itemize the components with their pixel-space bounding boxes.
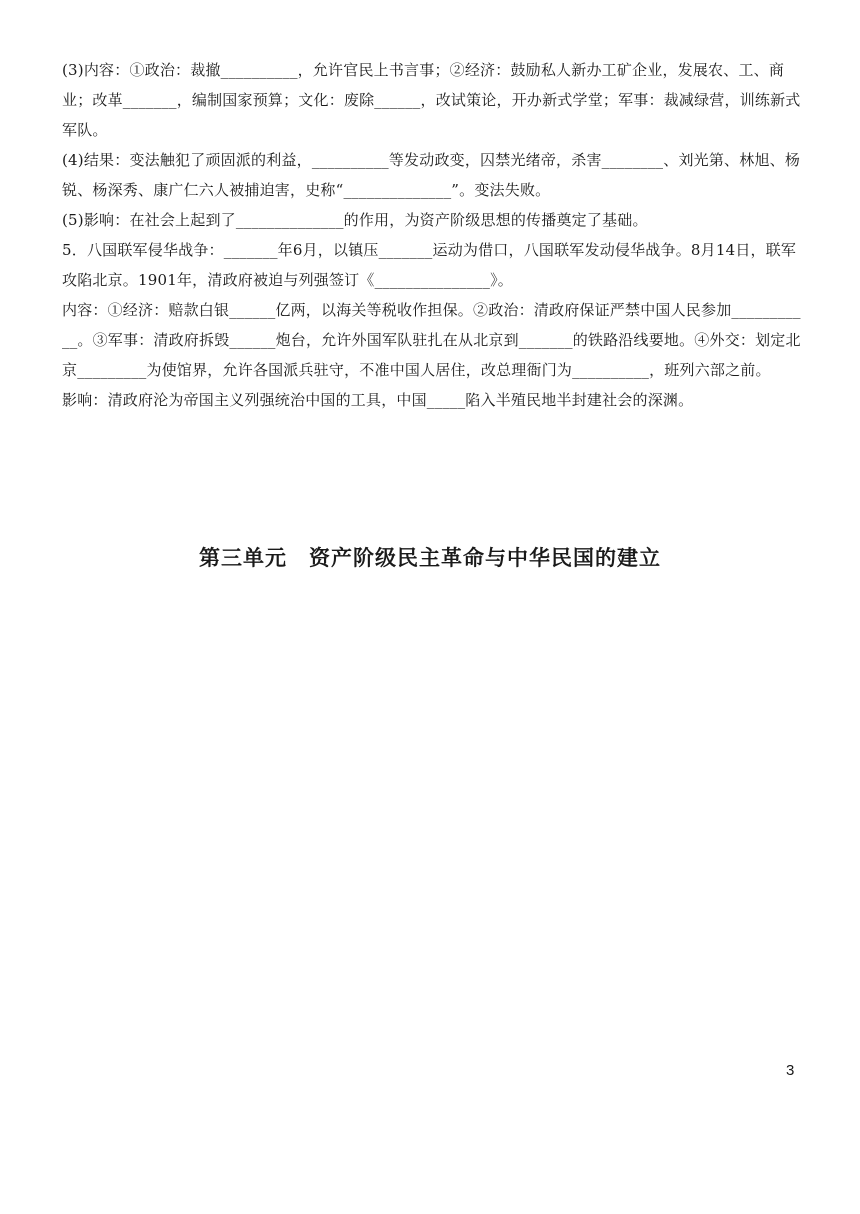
paragraph-eight-nation-war: 5．八国联军侵华战争：_______年6月，以镇压_______运动为借口，八国联军发动侵华战争。8月14日，联军攻陷北京。1901年，清政府被迫与列强签订《_______________》。 (62, 241, 797, 289)
document-body (62, 55, 802, 415)
paragraph-reform-impact: (5)影响：在社会上起到了______________的作用，为资产阶级思想的传播奠定了基础。 (62, 211, 648, 229)
paragraph-treaty-content: 内容：①经济：赔款白银______亿两，以海关等税收作担保。②政治：清政府保证严禁中国人民参加___________。③军事：清政府拆毁______炮台，允许外国军队驻扎在从北京到_______的铁路沿线要地。④外交：划定北京_________为使馆界，允许各国派兵驻守，不准中国人居住，改总理衙门为__________，班列六部之前。 (62, 301, 801, 379)
paragraph-reform-content: (3)内容：①政治：裁撤__________，允许官民上书言事；②经济：鼓励私人新办工矿企业，发展农、工、商业；改革_______，编制国家预算；文化：废除______，改试策论，开办新式学堂；军事：裁减绿营，训练新式军队。 (62, 61, 801, 139)
paragraph-treaty-impact: 影响：清政府沦为帝国主义列强统治中国的工具，中国_____陷入半殖民地半封建社会的深渊。 (62, 391, 694, 409)
page-number: 3 (786, 1062, 795, 1079)
paragraph-reform-result: (4)结果：变法触犯了顽固派的利益，__________等发动政变，囚禁光绪帝，杀害________、刘光第、林旭、杨锐、杨深秀、康广仁六人被捕迫害，史称“______________”。变法失败。 (62, 151, 801, 199)
section-title: 第三单元 资产阶级民主革命与中华民国的建立 (199, 546, 661, 570)
